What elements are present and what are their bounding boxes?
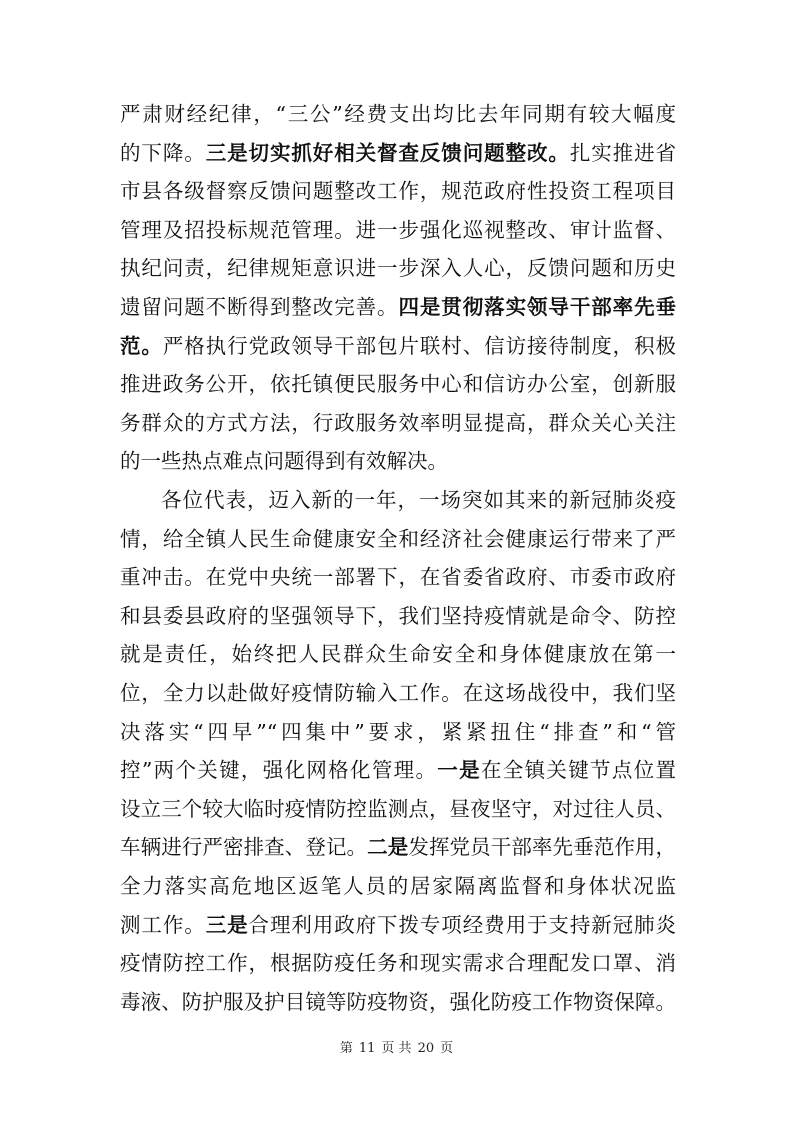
bold-text-segment: 二是: [367, 835, 409, 860]
text-line: [120, 133, 676, 173]
text-line: [120, 789, 676, 829]
text-segment: 市县各级督察反馈问题整改工作，规范政府性投资工程项目: [120, 179, 676, 204]
text-line: [120, 905, 676, 945]
text-segment: 务群众的方式方法，行政服务效率明显提高，群众关心关注: [120, 410, 676, 435]
text-line: [120, 364, 676, 404]
footer-mid: 页 共: [381, 1041, 412, 1056]
text-segment: 位，全力以赴做好疫情防输入工作。在这场战役中，我们坚: [120, 681, 676, 705]
text-line: [120, 287, 676, 327]
total-page-count: 20: [417, 1041, 435, 1056]
text-segment: 在全镇关键节点位置: [480, 758, 677, 783]
text-line: [120, 171, 676, 211]
text-line: [120, 827, 676, 867]
text-segment: 设立三个较大临时疫情防控监测点，昼夜坚守，对过往人员、: [120, 796, 676, 821]
text-segment: 发挥党员干部率先垂范作用，: [408, 835, 677, 860]
text-segment: 管理及招投标规范管理。进一步强化巡视整改、审计监督、: [120, 217, 676, 242]
text-segment: 全力落实高危地区返笔人员的居家隔离监督和身体状况监: [120, 874, 676, 898]
text-segment: 各位代表，迈入新的一年，一场突如其来的新冠肺炎疫: [161, 488, 676, 512]
text-line: [120, 94, 676, 134]
text-segment: 情，给全镇人民生命健康安全和经济社会健康运行带来了严: [120, 526, 676, 551]
text-segment: 疫情防控工作，根据防疫任务和现实需求合理配发口罩、消: [120, 951, 676, 976]
text-segment: 扎实推进省: [569, 140, 677, 165]
text-segment: 的下降。: [120, 140, 206, 165]
text-segment: 遗留问题不断得到整改完善。: [120, 295, 399, 319]
current-page-number: 11: [358, 1041, 376, 1056]
text-segment: 测工作。: [120, 912, 206, 937]
text-line: [120, 210, 676, 250]
text-segment: 就是责任，始终把人民群众生命安全和身体健康放在第一: [120, 642, 676, 667]
text-line: [120, 596, 676, 636]
text-line: [120, 557, 676, 597]
text-line: [120, 943, 676, 983]
text-segment: 决落实“四早”“四集中”要求，紧紧扭住“排查”和“管: [120, 719, 676, 744]
text-line: [120, 673, 676, 713]
text-line: [120, 326, 676, 366]
bold-text-segment: 三是切实抓好相关督查反馈问题整改。: [205, 140, 570, 165]
bold-text-segment: 三是: [205, 912, 249, 937]
text-line: [120, 248, 676, 288]
text-line: [120, 712, 676, 752]
text-segment: 严肃财经纪律，“三公”经费支出均比去年同期有较大幅度: [120, 102, 676, 126]
bold-text-segment: 四是贯彻落实领导干部率先垂: [398, 295, 677, 319]
text-segment: 执纪问责，纪律规矩意识进一步深入人心，反馈问题和历史: [120, 256, 676, 281]
text-line: [120, 982, 676, 1022]
text-line: [120, 750, 676, 790]
text-segment: 合理利用政府下拨专项经费用于支持新冠肺炎: [248, 912, 677, 937]
text-line: [120, 480, 676, 520]
text-line: [120, 866, 676, 906]
text-segment: 的一些热点难点问题得到有效解决。: [120, 449, 448, 474]
text-line: [120, 634, 676, 674]
text-line: [120, 441, 676, 481]
bold-text-segment: 一是: [437, 758, 481, 783]
footer-suffix: 页: [440, 1041, 454, 1056]
footer-prefix: 第: [339, 1041, 353, 1056]
text-segment: 重冲击。在党中央统一部署下，在省委省政府、市委市政府: [120, 565, 676, 590]
page-footer: [0, 1037, 793, 1056]
text-segment: 车辆进行严密排查、登记。: [120, 835, 368, 860]
text-segment: 和县委县政府的坚强领导下，我们坚持疫情就是命令、防控: [120, 603, 676, 628]
text-line: [120, 403, 676, 443]
text-segment: 推进政务公开，依托镇便民服务中心和信访办公室，创新服: [120, 372, 676, 397]
bold-text-segment: 范。: [120, 333, 163, 358]
text-line: [120, 519, 676, 559]
text-segment: 控”两个关键，强化网格化管理。: [120, 758, 438, 783]
text-segment: 严格执行党政领导干部包片联村、信访接待制度，积极: [162, 333, 677, 358]
text-segment: 毒液、防护服及护目镜等防疫物资，强化防疫工作物资保障。: [120, 989, 676, 1014]
